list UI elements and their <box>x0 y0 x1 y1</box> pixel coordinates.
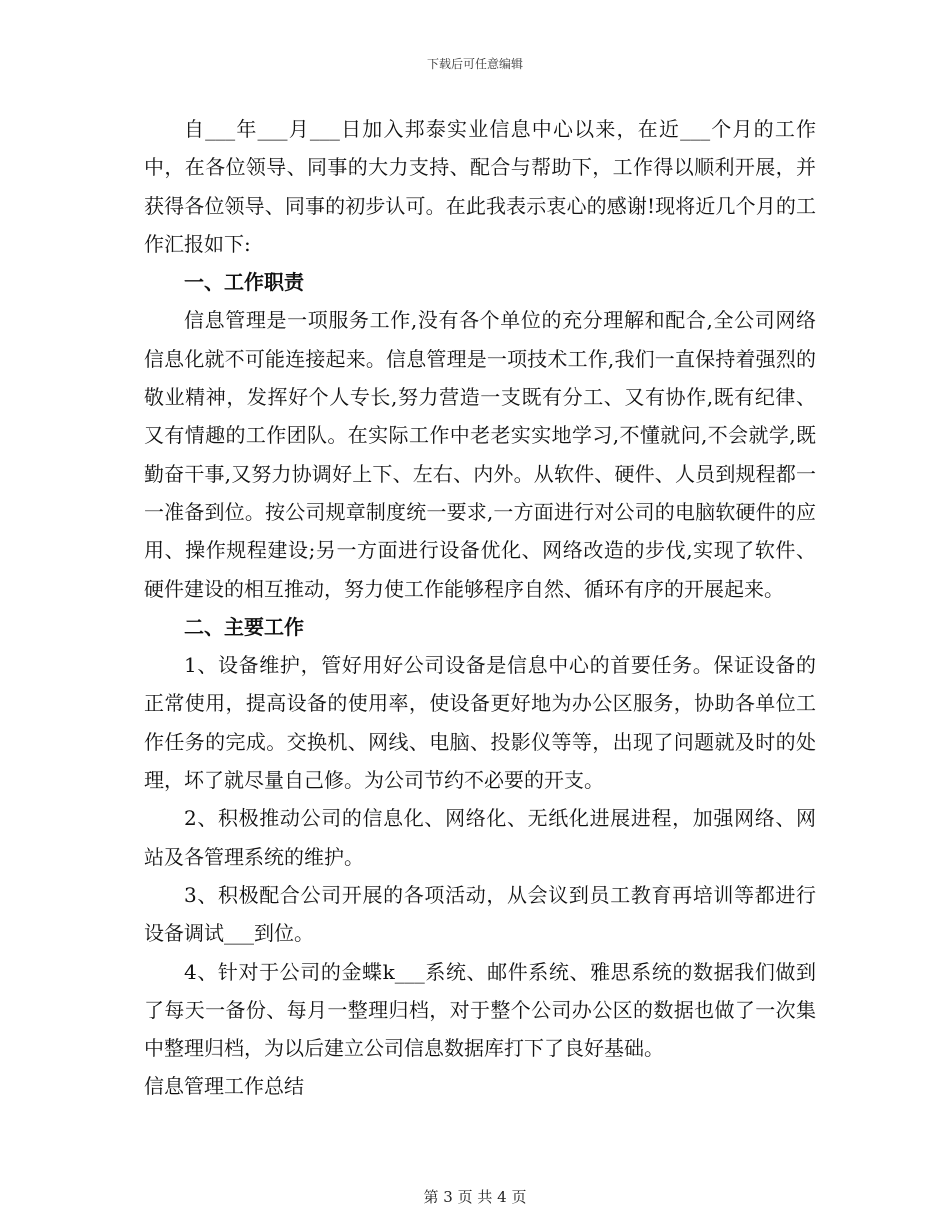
main-work-item-2: 2、积极推动公司的信息化、网络化、无纸化进展进程，加强网络、网站及各管理系统的维护。 <box>144 806 816 869</box>
document-body <box>144 110 816 1106</box>
main-work-item-3: 3、积极配合公司开展的各项活动，从会议到员工教育再培训等都进行设备调试___到位。 <box>144 882 816 946</box>
main-work-item-1: 1、设备维护，管好用好公司设备是信息中心的首要任务。保证设备的正常使用，提高设备的使用率，使设备更好地为办公区服务，协助各单位工作任务的完成。交换机、网线、电脑、投影仪等等，出现了问题就及时的处理，坏了就尽量自己修。为公司节约不必要的开支。 <box>144 653 816 793</box>
section-heading-duties: 一、工作职责 <box>184 270 304 295</box>
main-work-item-4: 4、针对于公司的金蝶k___系统、邮件系统、雅思系统的数据我们做到了每天一备份、每月一整理归档，对于整个公司办公区的数据也做了一次集中整理归档，为以后建立公司信息数据库打下了良好基础。 <box>144 959 816 1061</box>
duties-paragraph: 信息管理是一项服务工作,没有各个单位的充分理解和配合,全公司网络信息化就不可能连接起来。信息管理是一项技术工作,我们一直保持着强烈的敬业精神，发挥好个人专长,努力营造一支既有分工、又有协作,既有纪律、又有情趣的工作团队。在实际工作中老老实实地学习,不懂就问,不会就学,既勤奋干事,又努力协调好上下、左右、内外。从软件、硬件、人员到规程都一一准备到位。按公司规章制度统一要求,一方面进行对公司的电脑软硬件的应用、操作规程建设;另一方面进行设备优化、网络改造的步伐,实现了软件、硬件建设的相互推动，努力使工作能够程序自然、循环有序的开展起来。 <box>144 308 816 601</box>
closing-line: 信息管理工作总结 <box>144 1074 304 1099</box>
intro-paragraph: 自___年___月___日加入邦泰实业信息中心以来，在近___个月的工作中，在各位领导、同事的大力支持、配合与帮助下，工作得以顺利开展，并获得各位领导、同事的初步认可。在此我表示衷心的感谢!现将近几个月的工作汇报如下: <box>144 117 816 256</box>
page-header: 下载后可任意编辑 <box>426 57 523 71</box>
section-heading-main-work: 二、主要工作 <box>184 614 304 639</box>
page-footer: 第 3 页 共 4 页 <box>423 1188 527 1206</box>
